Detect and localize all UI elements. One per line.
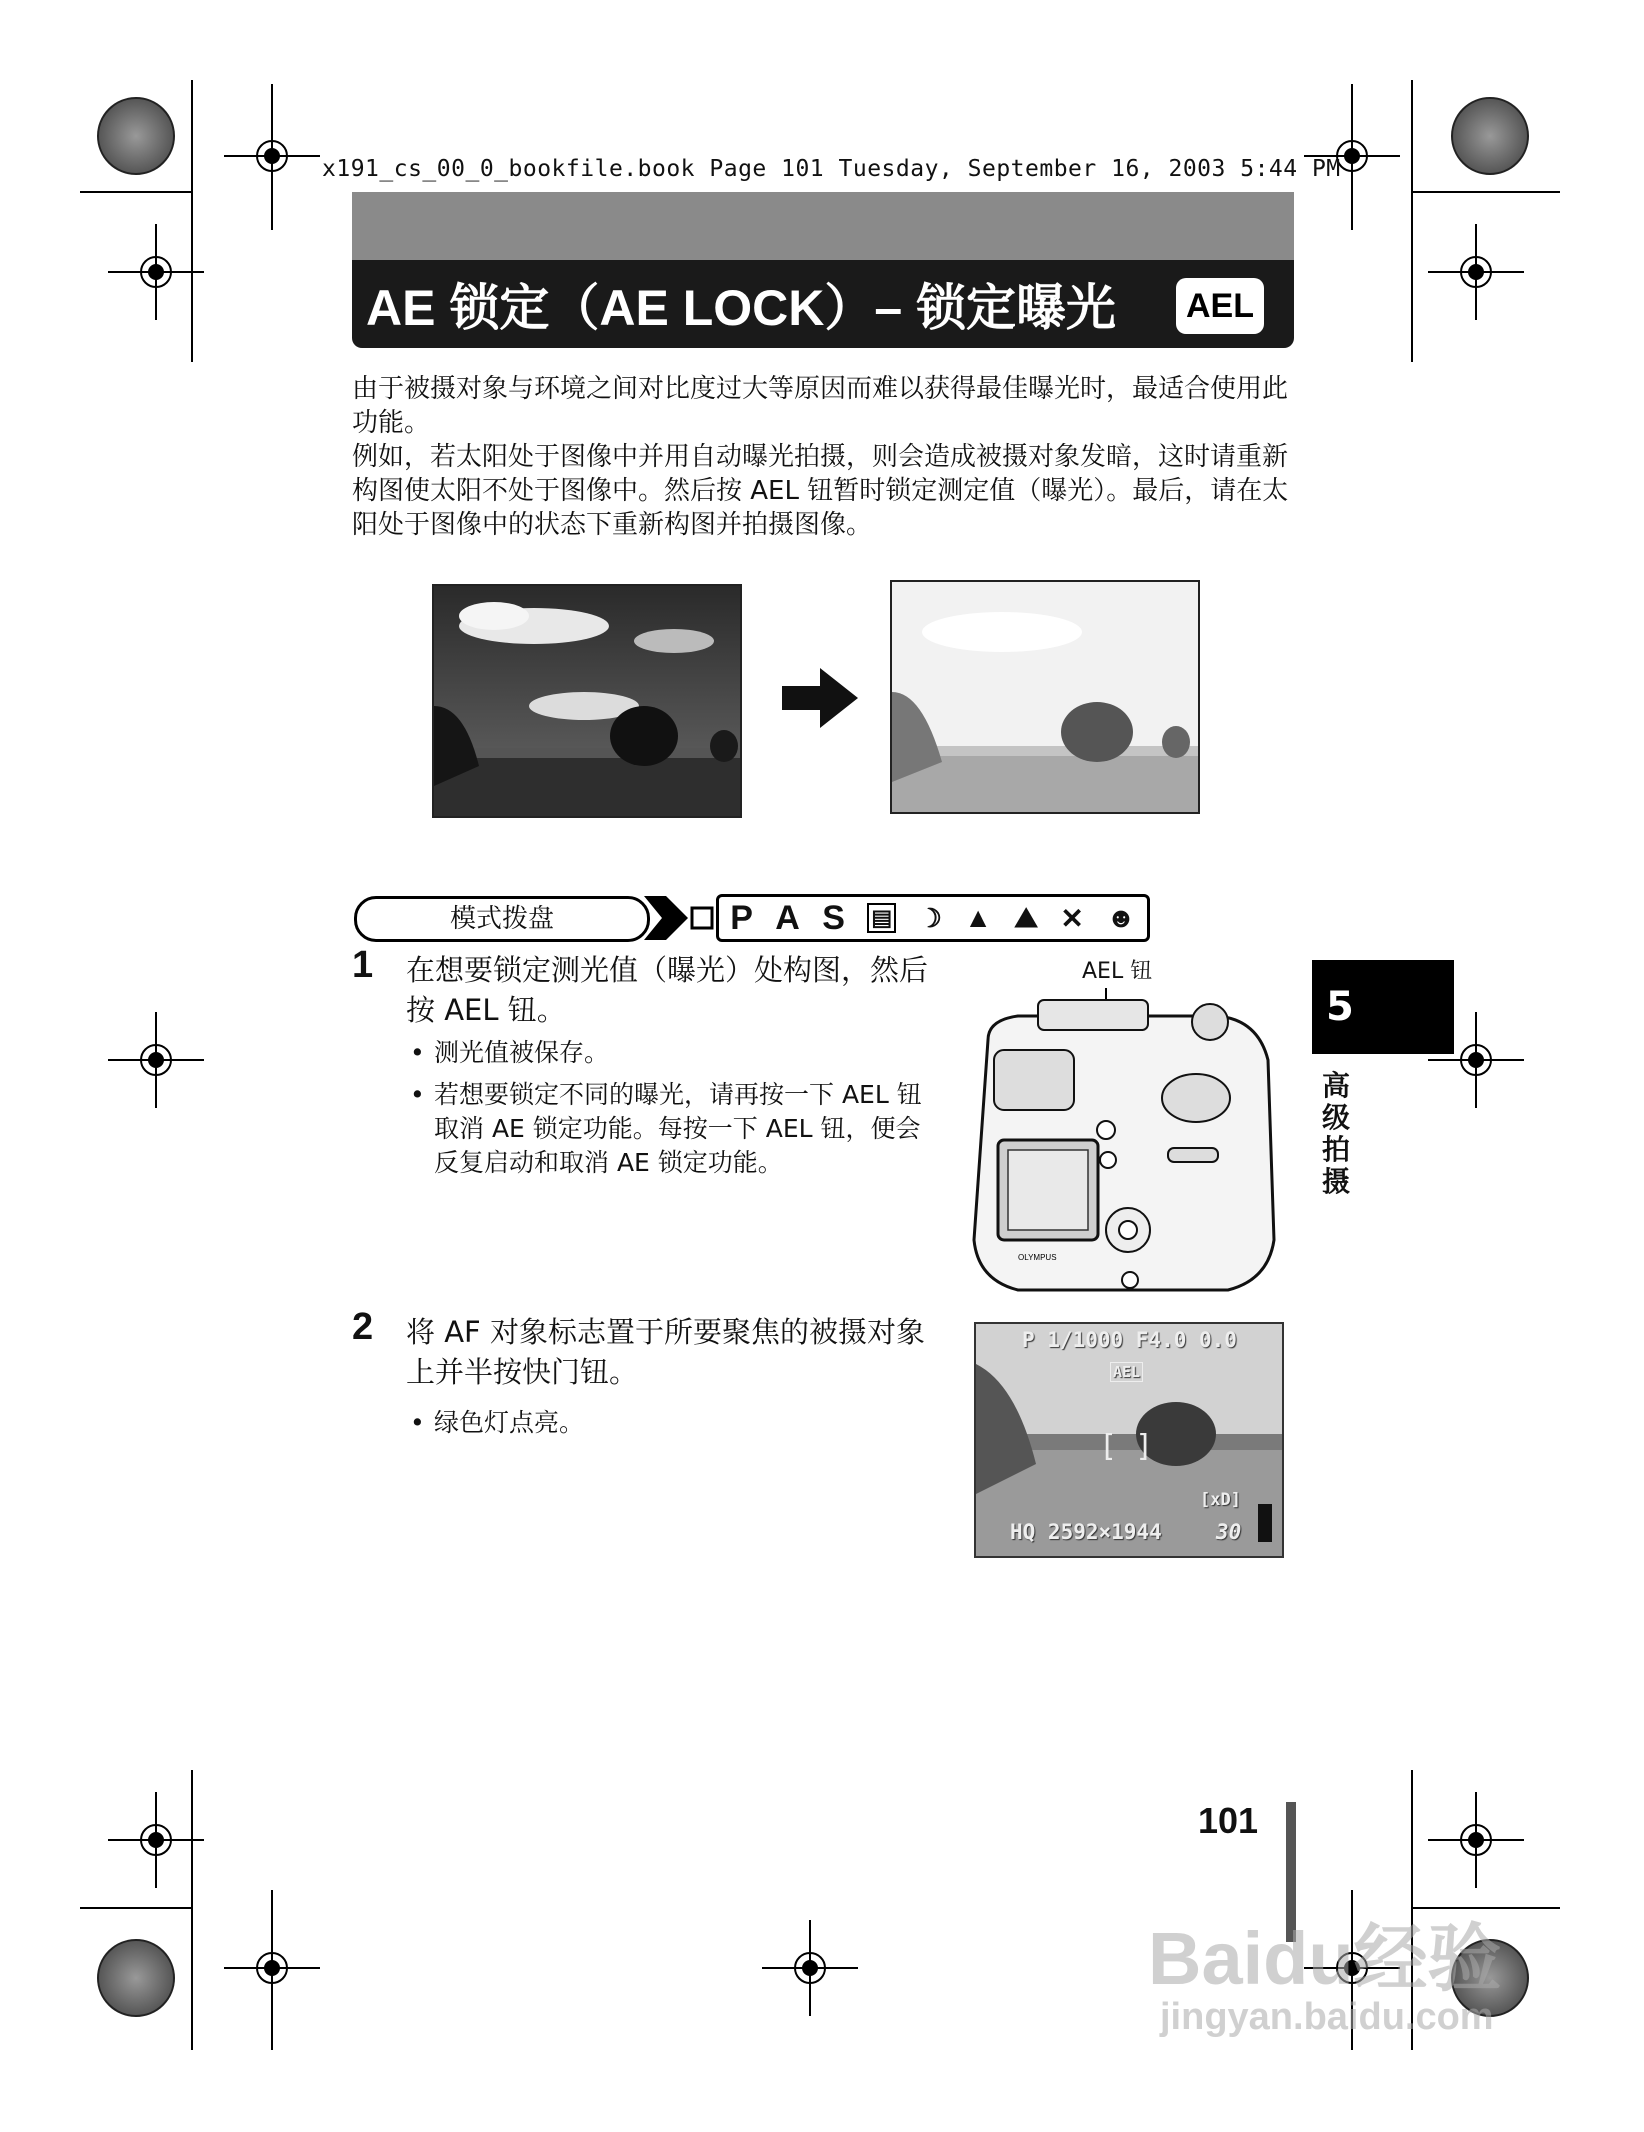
sports-icon: ✕ [1060, 902, 1084, 934]
step-2-bullet-1: • 绿色灯点亮。 [410, 1406, 938, 1440]
pill-arrow-icon [644, 894, 714, 942]
night-scene-icon: ☽ [918, 902, 942, 933]
intro-text [352, 372, 1300, 542]
landscape-icon: ▲ [964, 902, 992, 933]
mode-dial-label: 模式拨盘 [354, 896, 650, 942]
step-1-bullet-2: • 若想要锁定不同的曝光，请再按一下 AEL 钮取消 AE 锁定功能。每按一下 AEL 钮，便会反复启动和取消 AE 锁定功能。 [410, 1078, 938, 1180]
header-gray-band [352, 192, 1294, 260]
before-photo-art [434, 586, 740, 816]
svg-text:[ ]: [ ] [1099, 1429, 1154, 1464]
lcd-quality: HQ 2592×1944 [1010, 1520, 1162, 1544]
watermark-url: jingyan.baidu.com [1160, 1996, 1494, 2038]
mode-p: P [730, 898, 753, 937]
mode-icons-box [716, 894, 1150, 942]
before-photo [432, 584, 742, 818]
ael-callout-label: AEL 钮 [1082, 959, 1153, 984]
step-1-bullet-1: • 测光值被保存。 [410, 1036, 938, 1070]
lcd-shots-remaining: 30 [1216, 1520, 1242, 1544]
lcd-card-indicator: [xD] [1200, 1490, 1241, 1510]
page-number: 101 [1198, 1800, 1259, 1841]
step-2-bullets [410, 1406, 938, 1448]
step-2-text: 将 AF 对象标志置于所要聚焦的被摄对象上并半按快门钮。 [406, 1315, 925, 1389]
ael-badge: AEL [1176, 278, 1264, 334]
step-1-bullets [410, 1036, 938, 1188]
chapter-name: 高级拍摄 [1321, 1069, 1350, 1198]
step-2-number: 2 [352, 1306, 374, 1348]
chapter-number-tab: 5 [1312, 960, 1454, 1054]
intro-paragraph-1: 由于被摄对象与环境之间对比度过大等原因而难以获得最佳曝光时，最适合使用此功能。 [352, 374, 1289, 438]
mode-a: A [775, 898, 800, 937]
battery-icon [1258, 1504, 1272, 1542]
page-title: AE 锁定（AE LOCK）– 锁定曝光 [366, 280, 1117, 336]
intro-paragraph-2: 例如，若太阳处于图像中并用自动曝光拍摄，则会造成被摄对象发暗，这时请重新构图使太阳不处于图像中。然后按 AEL 钮暂时锁定测定值（曝光）。最后，请在太阳处于图像中的状态下重新构图并拍摄图像。 [352, 442, 1289, 540]
step-1-text: 在想要锁定测光值（曝光）处构图，然后按 AEL 钮。 [406, 953, 929, 1027]
right-arrow-icon [782, 668, 858, 728]
portrait-icon: ☻ [1106, 902, 1136, 933]
lcd-ael-indicator: AEL [1110, 1362, 1143, 1382]
after-photo-art [892, 582, 1198, 812]
camera-brand: OLYMPUS [1018, 1253, 1057, 1262]
after-photo [890, 580, 1200, 814]
lcd-exposure-line: P 1/1000 F4.0 0.0 [1022, 1328, 1237, 1352]
camera-illustration [958, 980, 1288, 1320]
landscape-portrait-icon: ⛰ [1014, 901, 1038, 933]
lcd-preview [974, 1322, 1284, 1558]
mode-s: S [822, 898, 845, 937]
my-mode-icon: ▤ [867, 903, 896, 933]
step-1-number: 1 [352, 944, 374, 986]
book-file-line: x191_cs_00_0_bookfile.book Page 101 Tuesday, September 16, 2003 5:44 PM [322, 156, 1341, 182]
watermark-logo: Baidu经验 [1148, 1917, 1502, 2000]
